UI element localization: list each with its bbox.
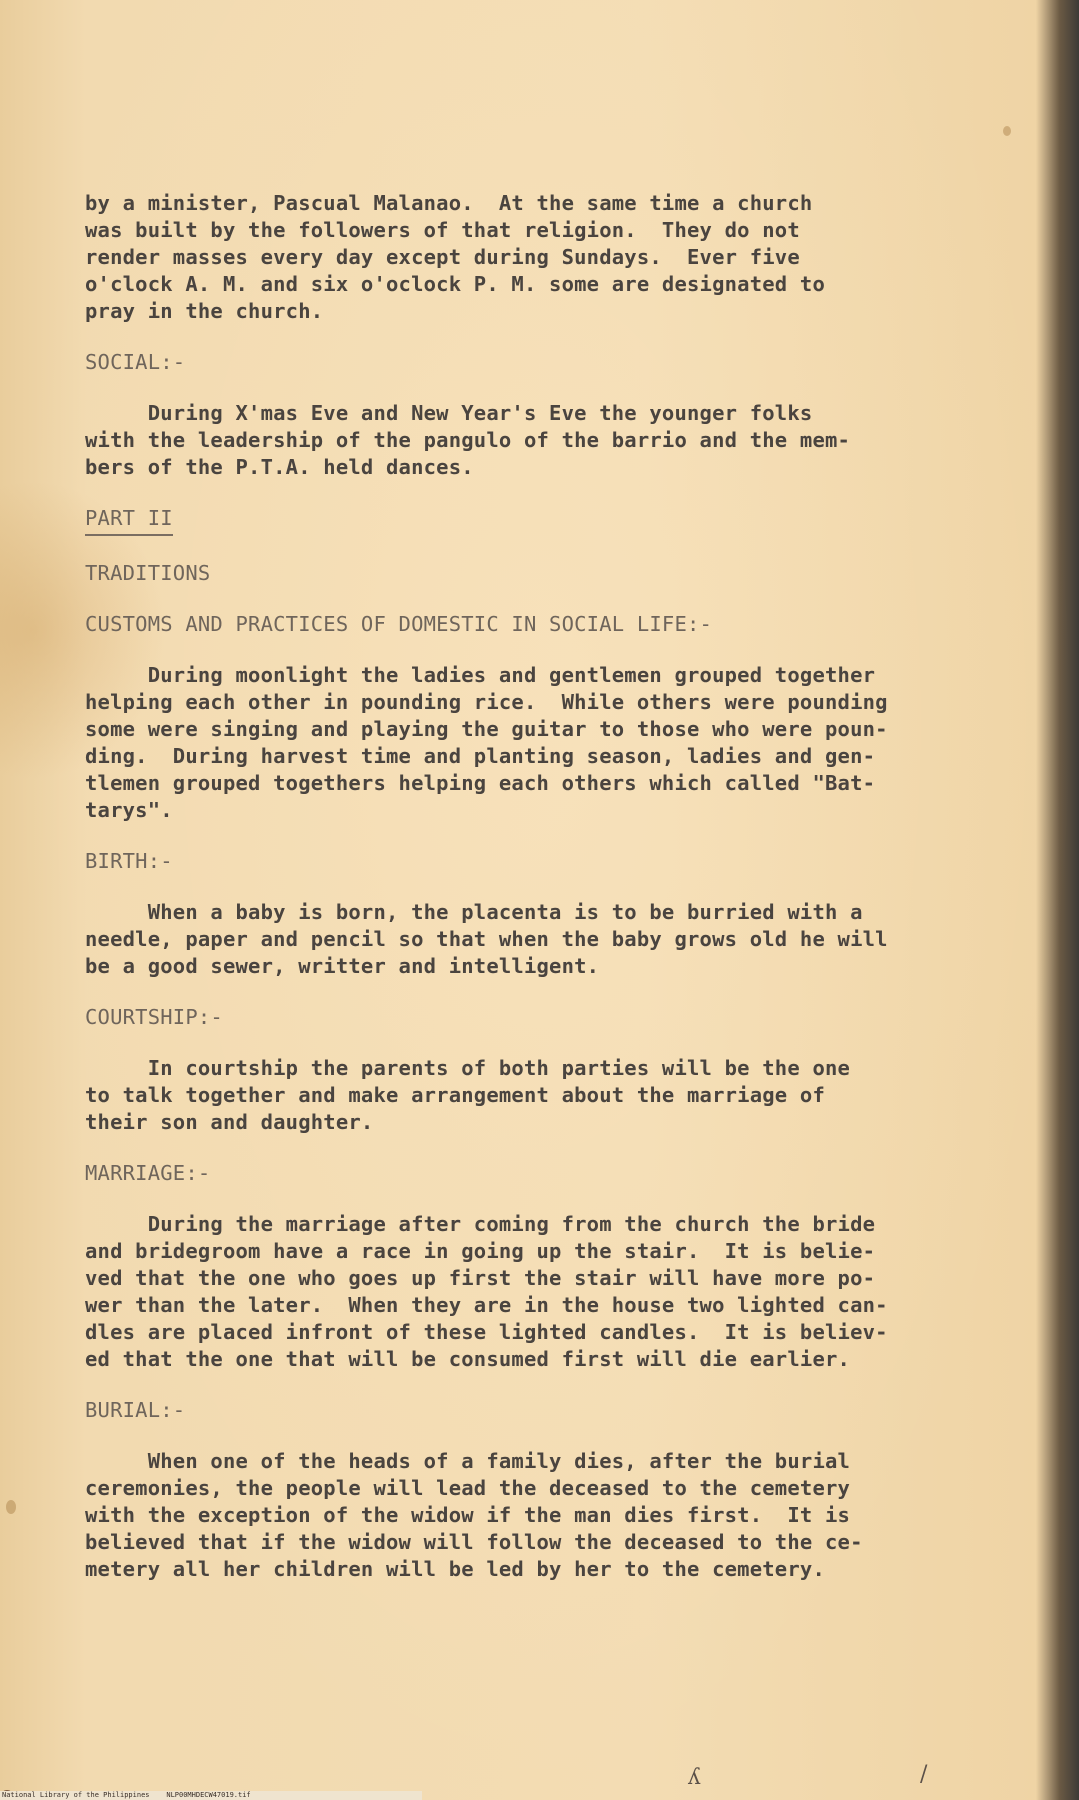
customs-line-4: ding. During harvest time and planting season, ladies and gen- xyxy=(85,744,876,768)
marriage-line-2: and bridegroom have a race in going up the stair. It is belie- xyxy=(85,1239,876,1263)
traditions-heading: TRADITIONS xyxy=(85,561,211,585)
customs-line-6: tarys". xyxy=(85,798,173,822)
social-line-1: During X'mas Eve and New Year's Eve the younger folks xyxy=(85,401,813,425)
burial-heading: BURIAL:- xyxy=(85,1398,186,1422)
part-heading-text: PART II xyxy=(85,505,173,536)
marriage-line-1: During the marriage after coming from the church the bride xyxy=(85,1212,876,1236)
document-page xyxy=(85,190,1075,1583)
customs-line-1: During moonlight the ladies and gentlemen grouped together xyxy=(85,663,876,687)
burial-line-2: ceremonies, the people will lead the deceased to the cemetery xyxy=(85,1476,851,1500)
intro-line-1: by a minister, Pascual Malanao. At the same time a church xyxy=(85,191,813,215)
customs-line-5: tlemen grouped togethers helping each others which called "Bat- xyxy=(85,771,876,795)
burial-line-5: metery all her children will be led by her to the cemetery. xyxy=(85,1557,825,1581)
pencil-mark: ʎ xyxy=(688,1765,701,1790)
paper-stain xyxy=(1003,126,1011,136)
burial-line-4: believed that if the widow will follow the deceased to the ce- xyxy=(85,1530,863,1554)
courtship-line-1: In courtship the parents of both parties will be the one xyxy=(85,1056,851,1080)
marriage-heading: MARRIAGE:- xyxy=(85,1161,211,1185)
social-line-3: bers of the P.T.A. held dances. xyxy=(85,455,474,479)
marriage-line-6: ed that the one that will be consumed first will die earlier. xyxy=(85,1347,851,1371)
birth-line-1: When a baby is born, the placenta is to be burried with a xyxy=(85,900,863,924)
marriage-line-5: dles are placed infront of these lighted candles. It is believ- xyxy=(85,1320,888,1344)
intro-line-4: o'clock A. M. and six o'oclock P. M. some are designated to xyxy=(85,272,825,296)
courtship-line-3: their son and daughter. xyxy=(85,1110,374,1134)
social-heading: SOCIAL:- xyxy=(85,350,186,374)
customs-heading: CUSTOMS AND PRACTICES OF DOMESTIC IN SOCIAL LIFE:- xyxy=(85,612,713,636)
burial-line-3: with the exception of the widow if the man dies first. It is xyxy=(85,1503,851,1527)
paper-stain xyxy=(6,1500,16,1514)
intro-line-2: was built by the followers of that religion. They do not xyxy=(85,218,800,242)
intro-line-5: pray in the church. xyxy=(85,299,324,323)
marriage-line-3: ved that the one who goes up first the stair will have more po- xyxy=(85,1266,876,1290)
customs-line-3: some were singing and playing the guitar to those who were poun- xyxy=(85,717,888,741)
social-line-2: with the leadership of the pangulo of the barrio and the mem- xyxy=(85,428,851,452)
customs-line-2: helping each other in pounding rice. While others were pounding xyxy=(85,690,888,714)
archive-footer: National Library of the Philippines NLP00MHDECW47019.tif xyxy=(0,1791,422,1800)
part-heading xyxy=(85,505,1075,536)
intro-line-3: render masses every day except during Sundays. Ever five xyxy=(85,245,800,269)
birth-line-2: needle, paper and pencil so that when the baby grows old he will xyxy=(85,927,888,951)
courtship-heading: COURTSHIP:- xyxy=(85,1005,223,1029)
burial-line-1: When one of the heads of a family dies, after the burial xyxy=(85,1449,851,1473)
courtship-line-2: to talk together and make arrangement about the marriage of xyxy=(85,1083,825,1107)
birth-heading: BIRTH:- xyxy=(85,849,173,873)
birth-line-3: be a good sewer, writter and intelligent. xyxy=(85,954,600,978)
pencil-mark: / xyxy=(920,1762,928,1787)
marriage-line-4: wer than the later. When they are in the house two lighted can- xyxy=(85,1293,888,1317)
